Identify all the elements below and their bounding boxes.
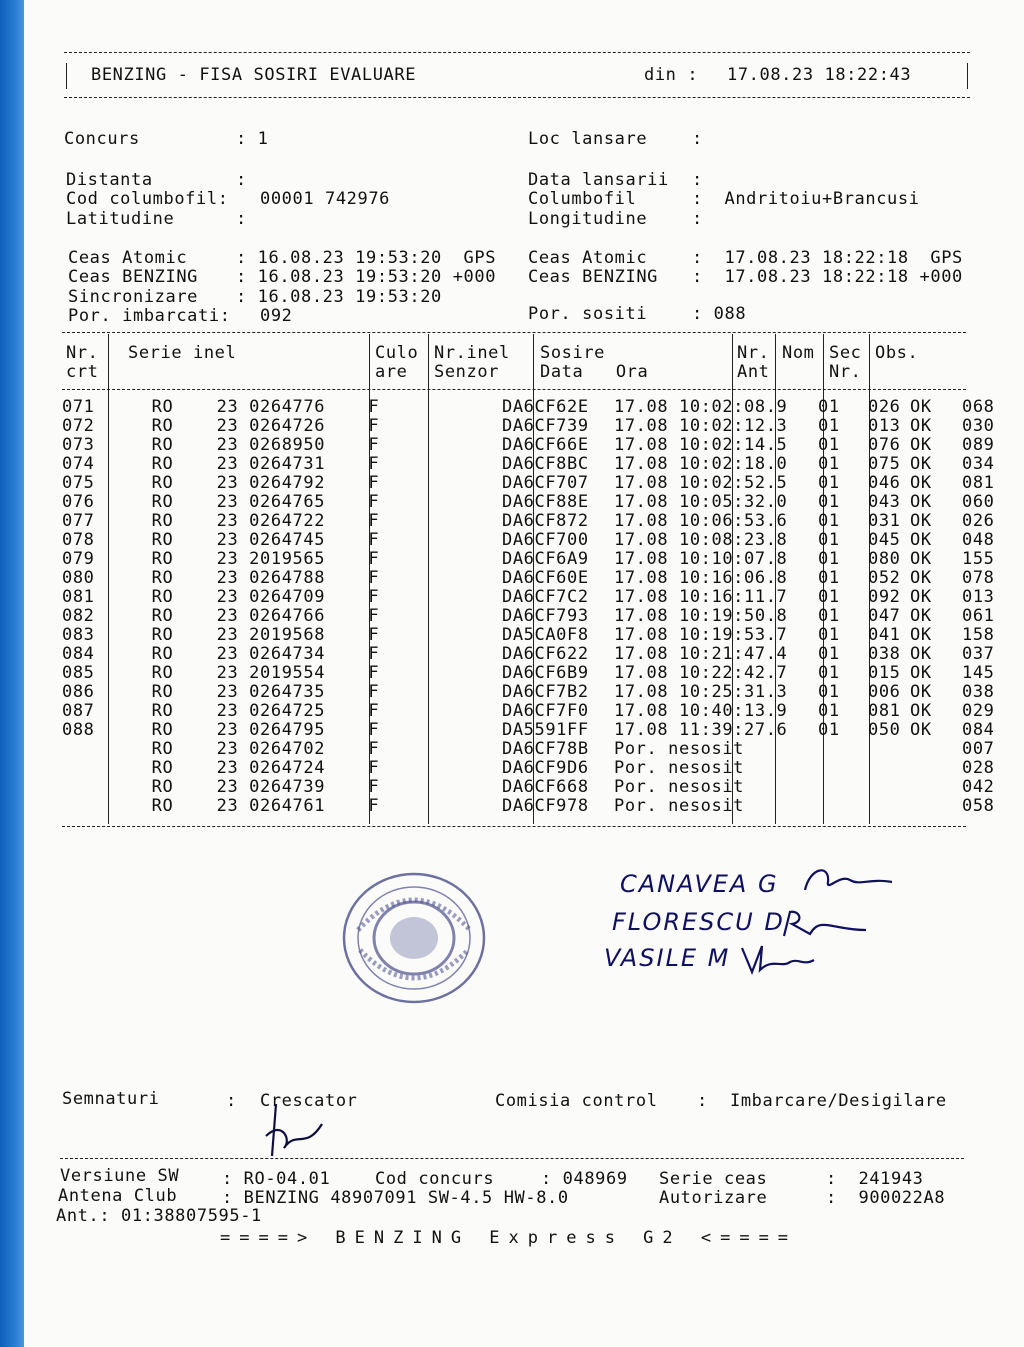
row-nr: 073	[62, 435, 95, 455]
table-row	[62, 759, 1022, 778]
handwritten-name-2: FLORESCU D	[612, 908, 785, 936]
row-sec	[904, 740, 956, 759]
cod-columbofil-value: 00001 742976	[260, 189, 391, 209]
row-sec	[904, 797, 956, 816]
row-senzor: DA6CF78B	[502, 739, 589, 759]
row-antena: 01	[818, 435, 840, 455]
row-culoare	[438, 512, 496, 531]
row-senzor: DA6CF7B2	[502, 682, 589, 702]
table-row	[62, 550, 1022, 569]
row-sosire: Por. nesosit	[614, 758, 745, 778]
row-culoare	[438, 531, 496, 550]
row-sosire: 17.08 10:06:53.6	[614, 511, 788, 531]
table-row	[62, 455, 1022, 474]
porumbei-sositi-label: Por. sositi	[528, 304, 648, 324]
cod-columbofil-label: Cod columbofil:	[66, 189, 229, 209]
row-sosire: 17.08 10:19:50.8	[614, 606, 788, 626]
row-sosire: 17.08 10:19:53.7	[614, 625, 788, 645]
cod-concurs-label: Cod concurs	[375, 1169, 495, 1189]
row-serie-inel: RO 23 0264792 F	[130, 473, 380, 493]
row-sec: OK	[910, 625, 932, 645]
row-senzor: DA6CF66E	[502, 435, 589, 455]
row-nr	[62, 797, 126, 816]
row-serie-inel: RO 23 0264702 F	[130, 739, 380, 759]
row-sec: OK	[910, 587, 932, 607]
ceas-atomic-start-label: Ceas Atomic	[68, 248, 188, 268]
row-obs: 061	[962, 606, 995, 626]
row-sosire: Por. nesosit	[614, 777, 745, 797]
table-row	[62, 531, 1022, 550]
semnaturi-separator: :	[226, 1091, 237, 1111]
row-culoare	[438, 664, 496, 683]
row-nr: 076	[62, 492, 95, 512]
row-nr: 080	[62, 568, 95, 588]
row-culoare	[438, 436, 496, 455]
col-header-nom: Nom	[782, 343, 815, 363]
row-sec: OK	[910, 530, 932, 550]
porumbei-sositi-value: : 088	[692, 304, 747, 324]
row-antena: 01	[818, 644, 840, 664]
row-obs: 158	[962, 625, 995, 645]
row-obs: 089	[962, 435, 995, 455]
row-antena: 01	[818, 530, 840, 550]
row-sosire: Por. nesosit	[614, 796, 745, 816]
row-culoare	[438, 398, 496, 417]
row-sosire: 17.08 10:10:07.8	[614, 549, 788, 569]
row-culoare	[438, 683, 496, 702]
row-sec: OK	[910, 397, 932, 417]
antena-club-value: : BENZING 48907091 SW-4.5 HW-8.0	[222, 1188, 569, 1208]
row-culoare	[438, 474, 496, 493]
row-nom: 050	[868, 720, 901, 740]
row-antena: 01	[818, 682, 840, 702]
row-nom: 013	[868, 416, 901, 436]
row-serie-inel: RO 23 2019554 F	[130, 663, 380, 683]
row-serie-inel: RO 23 2019568 F	[130, 625, 380, 645]
row-nr: 085	[62, 663, 95, 683]
row-senzor: DA6CF6A9	[502, 549, 589, 569]
sincronizare-value: : 16.08.23 19:53:20	[236, 287, 442, 307]
row-obs: 078	[962, 568, 995, 588]
row-sosire: 17.08 11:39:27.6	[614, 720, 788, 740]
row-serie-inel: RO 23 0264776 F	[130, 397, 380, 417]
row-culoare	[438, 797, 496, 816]
row-sosire: 17.08 10:22:42.7	[614, 663, 788, 683]
handwritten-name-3: VASILE M	[604, 944, 731, 972]
col-header-obs: Obs.	[875, 343, 919, 363]
row-nr: 084	[62, 644, 95, 664]
row-nr: 072	[62, 416, 95, 436]
row-sec: OK	[910, 701, 932, 721]
distanta-label: Distanta	[66, 170, 153, 190]
row-obs: 029	[962, 701, 995, 721]
row-antena	[812, 797, 862, 816]
row-sosire: 17.08 10:21:47.4	[614, 644, 788, 664]
row-senzor: DA6CF793	[502, 606, 589, 626]
row-senzor: DA6CF7C2	[502, 587, 589, 607]
table-row	[62, 664, 1022, 683]
row-nom: 052	[868, 568, 901, 588]
row-culoare	[438, 550, 496, 569]
official-stamp	[338, 870, 490, 1010]
autorizare-label: Autorizare	[659, 1188, 768, 1208]
row-obs: 068	[962, 397, 995, 417]
row-culoare	[438, 569, 496, 588]
row-sec: OK	[910, 606, 932, 626]
table-row	[62, 417, 1022, 436]
row-antena: 01	[818, 701, 840, 721]
distanta-value: :	[236, 170, 247, 190]
row-obs: 058	[962, 796, 995, 816]
row-serie-inel: RO 23 0264765 F	[130, 492, 380, 512]
col-header-ant: Ant	[737, 362, 770, 382]
table-row	[62, 436, 1022, 455]
row-sosire: 17.08 10:08:23.8	[614, 530, 788, 550]
crescator-signature	[262, 1100, 332, 1160]
row-serie-inel: RO 23 0264709 F	[130, 587, 380, 607]
row-nom: 092	[868, 587, 901, 607]
row-serie-inel: RO 23 0264795 F	[130, 720, 380, 740]
ceas-atomic-end-label: Ceas Atomic	[528, 248, 648, 268]
table-row	[62, 740, 1022, 759]
col-header-nr-inel: Nr.inel	[434, 343, 510, 363]
row-sosire: 17.08 10:02:14.5	[614, 435, 788, 455]
date-label: din :	[644, 65, 699, 85]
cod-concurs-value: : 048969	[541, 1169, 628, 1189]
row-senzor: DA6CF7F0	[502, 701, 589, 721]
serie-ceas-label: Serie ceas	[659, 1169, 768, 1189]
row-sosire: Por. nesosit	[614, 739, 745, 759]
row-obs: 038	[962, 682, 995, 702]
row-sosire: 17.08 10:05:32.0	[614, 492, 788, 512]
table-row	[62, 493, 1022, 512]
antena-club-label: Antena Club	[58, 1186, 178, 1206]
row-nom	[862, 797, 904, 816]
row-sec: OK	[910, 720, 932, 740]
col-header-sec-nr: Nr.	[829, 362, 862, 382]
row-obs: 060	[962, 492, 995, 512]
row-culoare	[438, 759, 496, 778]
row-nom: 046	[868, 473, 901, 493]
row-sec: OK	[910, 549, 932, 569]
row-sec: OK	[910, 568, 932, 588]
row-senzor: DA6CF88E	[502, 492, 589, 512]
row-nr: 081	[62, 587, 95, 607]
row-nom	[862, 759, 904, 778]
porumbei-imbarcati-value: 092	[260, 306, 293, 326]
row-senzor: DA5591FF	[502, 720, 589, 740]
row-nom: 075	[868, 454, 901, 474]
row-obs: 042	[962, 777, 995, 797]
row-sec: OK	[910, 454, 932, 474]
row-antena	[812, 759, 862, 778]
row-senzor: DA6CF62E	[502, 397, 589, 417]
row-sec: OK	[910, 416, 932, 436]
columbofil-label: Columbofil	[528, 189, 637, 209]
signature-scribble	[800, 862, 900, 902]
row-nom: 047	[868, 606, 901, 626]
row-sosire: 17.08 10:16:06.8	[614, 568, 788, 588]
row-nom: 043	[868, 492, 901, 512]
comisia-separator: :	[697, 1091, 708, 1111]
row-antena	[812, 740, 862, 759]
latitudine-label: Latitudine	[66, 209, 175, 229]
row-nom: 041	[868, 625, 901, 645]
row-sec: OK	[910, 644, 932, 664]
row-obs: 028	[962, 758, 995, 778]
row-antena	[812, 778, 862, 797]
row-nom: 026	[868, 397, 901, 417]
row-antena: 01	[818, 663, 840, 683]
row-sec	[904, 759, 956, 778]
row-antena: 01	[818, 625, 840, 645]
versiune-sw-value: : RO-04.01	[222, 1169, 331, 1189]
row-nr: 075	[62, 473, 95, 493]
col-header-sec: Sec	[829, 343, 862, 363]
ceas-atomic-end-value: : 17.08.23 18:22:18 GPS	[692, 248, 963, 268]
col-header-data-ora: Data Ora	[540, 362, 649, 382]
row-nom: 045	[868, 530, 901, 550]
row-senzor: DA6CF872	[502, 511, 589, 531]
row-serie-inel: RO 23 0264725 F	[130, 701, 380, 721]
row-sec: OK	[910, 473, 932, 493]
row-serie-inel: RO 23 0264722 F	[130, 511, 380, 531]
row-sec	[904, 778, 956, 797]
row-culoare	[438, 740, 496, 759]
row-nom: 080	[868, 549, 901, 569]
table-top-rule	[62, 332, 966, 333]
row-senzor: DA6CF622	[502, 644, 589, 664]
row-senzor: DA6CF739	[502, 416, 589, 436]
table-row	[62, 778, 1022, 797]
row-culoare	[438, 607, 496, 626]
ceas-benzing-end-value: : 17.08.23 18:22:18 +000	[692, 267, 963, 287]
row-sosire: 17.08 10:16:11.7	[614, 587, 788, 607]
row-obs: 155	[962, 549, 995, 569]
row-nr: 074	[62, 454, 95, 474]
row-senzor: DA6CF9D6	[502, 758, 589, 778]
row-nr: 071	[62, 397, 95, 417]
row-sosire: 17.08 10:02:08.9	[614, 397, 788, 417]
row-culoare	[438, 721, 496, 740]
row-antena: 01	[818, 511, 840, 531]
row-nom: 006	[868, 682, 901, 702]
loc-lansare-label: Loc lansare	[528, 129, 648, 149]
arrivals-table	[62, 398, 1022, 816]
col-header-senzor: Senzor	[434, 362, 500, 382]
handwritten-name-1: CANAVEA G	[620, 870, 779, 898]
longitudine-value: :	[692, 209, 703, 229]
row-antena: 01	[818, 606, 840, 626]
row-nr: 088	[62, 720, 95, 740]
row-serie-inel: RO 23 0264788 F	[130, 568, 380, 588]
col-header-serie: Serie inel	[128, 343, 237, 363]
row-serie-inel: RO 23 0264726 F	[130, 416, 380, 436]
row-obs: 084	[962, 720, 995, 740]
row-serie-inel: RO 23 0264724 F	[130, 758, 380, 778]
row-antena: 01	[818, 492, 840, 512]
columbofil-value: : Andritoiu+Brancusi	[692, 189, 920, 209]
row-antena: 01	[818, 473, 840, 493]
row-nr: 082	[62, 606, 95, 626]
row-serie-inel: RO 23 2019565 F	[130, 549, 380, 569]
row-senzor: DA5CA0F8	[502, 625, 589, 645]
footer-rule	[60, 1158, 964, 1159]
table-row	[62, 398, 1022, 417]
row-antena: 01	[818, 720, 840, 740]
row-senzor: DA6CF707	[502, 473, 589, 493]
col-header-sosire: Sosire	[540, 343, 606, 363]
ceas-benzing-end-label: Ceas BENZING	[528, 267, 659, 287]
row-antena: 01	[818, 454, 840, 474]
row-obs: 030	[962, 416, 995, 436]
table-row	[62, 702, 1022, 721]
data-lansarii-value: :	[692, 170, 703, 190]
row-sec: OK	[910, 435, 932, 455]
row-nr: 079	[62, 549, 95, 569]
table-row	[62, 607, 1022, 626]
table-row	[62, 569, 1022, 588]
row-culoare	[438, 417, 496, 436]
versiune-sw-label: Versiune SW	[60, 1166, 180, 1186]
row-sosire: 17.08 10:02:52.5	[614, 473, 788, 493]
row-sosire: 17.08 10:02:12.3	[614, 416, 788, 436]
row-senzor: DA6CF978	[502, 796, 589, 816]
crescator-label: Crescator	[260, 1091, 358, 1111]
document-title: BENZING - FISA SOSIRI EVALUARE	[91, 65, 417, 85]
table-row	[62, 645, 1022, 664]
row-culoare	[438, 493, 496, 512]
benzing-express-banner: ====> BENZING Express G2 <====	[220, 1228, 798, 1248]
row-sosire: 17.08 10:40:13.9	[614, 701, 788, 721]
ceas-benzing-start-label: Ceas BENZING	[68, 267, 199, 287]
row-serie-inel: RO 23 0264731 F	[130, 454, 380, 474]
table-row	[62, 588, 1022, 607]
row-antena: 01	[818, 416, 840, 436]
table-row	[62, 626, 1022, 645]
row-nr	[62, 740, 126, 759]
col-header-nr: Nr.	[66, 343, 99, 363]
row-senzor: DA6CF8BC	[502, 454, 589, 474]
row-nr: 083	[62, 625, 95, 645]
row-sec: OK	[910, 663, 932, 683]
row-nom: 081	[868, 701, 901, 721]
row-antena: 01	[818, 549, 840, 569]
row-serie-inel: RO 23 0264735 F	[130, 682, 380, 702]
row-senzor: DA6CF700	[502, 530, 589, 550]
row-nr: 086	[62, 682, 95, 702]
row-culoare	[438, 702, 496, 721]
col-header-crt: crt	[66, 362, 99, 382]
serie-ceas-value: : 241943	[826, 1169, 924, 1189]
row-nr: 077	[62, 511, 95, 531]
row-obs: 034	[962, 454, 995, 474]
row-sec: OK	[910, 682, 932, 702]
table-header-rule	[62, 389, 966, 390]
table-bottom-rule	[62, 826, 966, 827]
row-nom: 076	[868, 435, 901, 455]
antena-id: Ant.: 01:38807595-1	[56, 1206, 262, 1226]
row-culoare	[438, 455, 496, 474]
table-row	[62, 683, 1022, 702]
col-header-culoare: Culo	[375, 343, 419, 363]
row-nr	[62, 759, 126, 778]
ceas-benzing-start-value: : 16.08.23 19:53:20 +000	[236, 267, 497, 287]
row-serie-inel: RO 23 0264745 F	[130, 530, 380, 550]
row-serie-inel: RO 23 0268950 F	[130, 435, 380, 455]
autorizare-value: : 900022A8	[826, 1188, 946, 1208]
data-lansarii-label: Data lansarii	[528, 170, 669, 190]
longitudine-label: Longitudine	[528, 209, 648, 229]
col-header-culoare-2: are	[375, 362, 408, 382]
row-culoare	[438, 626, 496, 645]
date-value: 17.08.23 18:22:43	[727, 65, 912, 85]
row-antena: 01	[818, 568, 840, 588]
row-obs: 145	[962, 663, 995, 683]
row-antena: 01	[818, 397, 840, 417]
table-row	[62, 797, 1022, 816]
row-obs: 037	[962, 644, 995, 664]
table-row	[62, 512, 1022, 531]
porumbei-imbarcati-label: Por. imbarcati:	[68, 306, 231, 326]
row-senzor: DA6CF60E	[502, 568, 589, 588]
signature-scribble	[738, 940, 818, 980]
row-culoare	[438, 645, 496, 664]
row-obs: 048	[962, 530, 995, 550]
row-sosire: 17.08 10:25:31.3	[614, 682, 788, 702]
row-sosire: 17.08 10:02:18.0	[614, 454, 788, 474]
row-senzor: DA6CF6B9	[502, 663, 589, 683]
row-nom	[862, 778, 904, 797]
row-nr: 087	[62, 701, 95, 721]
row-serie-inel: RO 23 0264734 F	[130, 644, 380, 664]
loc-lansare-value: :	[692, 129, 703, 149]
row-nom: 031	[868, 511, 901, 531]
concurs-value: : 1	[236, 129, 269, 149]
table-row	[62, 474, 1022, 493]
row-sec: OK	[910, 492, 932, 512]
concurs-label: Concurs	[64, 129, 140, 149]
row-obs: 026	[962, 511, 995, 531]
table-row	[62, 721, 1022, 740]
imbarcare-desigilare-label: Imbarcare/Desigilare	[730, 1091, 947, 1111]
row-serie-inel: RO 23 0264766 F	[130, 606, 380, 626]
row-nom	[862, 740, 904, 759]
row-nr: 078	[62, 530, 95, 550]
row-obs: 081	[962, 473, 995, 493]
latitudine-value: :	[236, 209, 247, 229]
row-senzor: DA6CF668	[502, 777, 589, 797]
semnaturi-label: Semnaturi	[62, 1089, 160, 1109]
row-antena: 01	[818, 587, 840, 607]
col-header-nr-ant: Nr.	[737, 343, 770, 363]
row-nr	[62, 778, 126, 797]
row-serie-inel: RO 23 0264739 F	[130, 777, 380, 797]
row-nom: 038	[868, 644, 901, 664]
sincronizare-label: Sincronizare	[68, 287, 199, 307]
row-culoare	[438, 778, 496, 797]
row-serie-inel: RO 23 0264761 F	[130, 796, 380, 816]
comisia-control-label: Comisia control	[495, 1091, 658, 1111]
row-obs: 007	[962, 739, 995, 759]
row-sec: OK	[910, 511, 932, 531]
row-culoare	[438, 588, 496, 607]
row-nom: 015	[868, 663, 901, 683]
row-obs: 013	[962, 587, 995, 607]
ceas-atomic-start-value: : 16.08.23 19:53:20 GPS	[236, 248, 497, 268]
